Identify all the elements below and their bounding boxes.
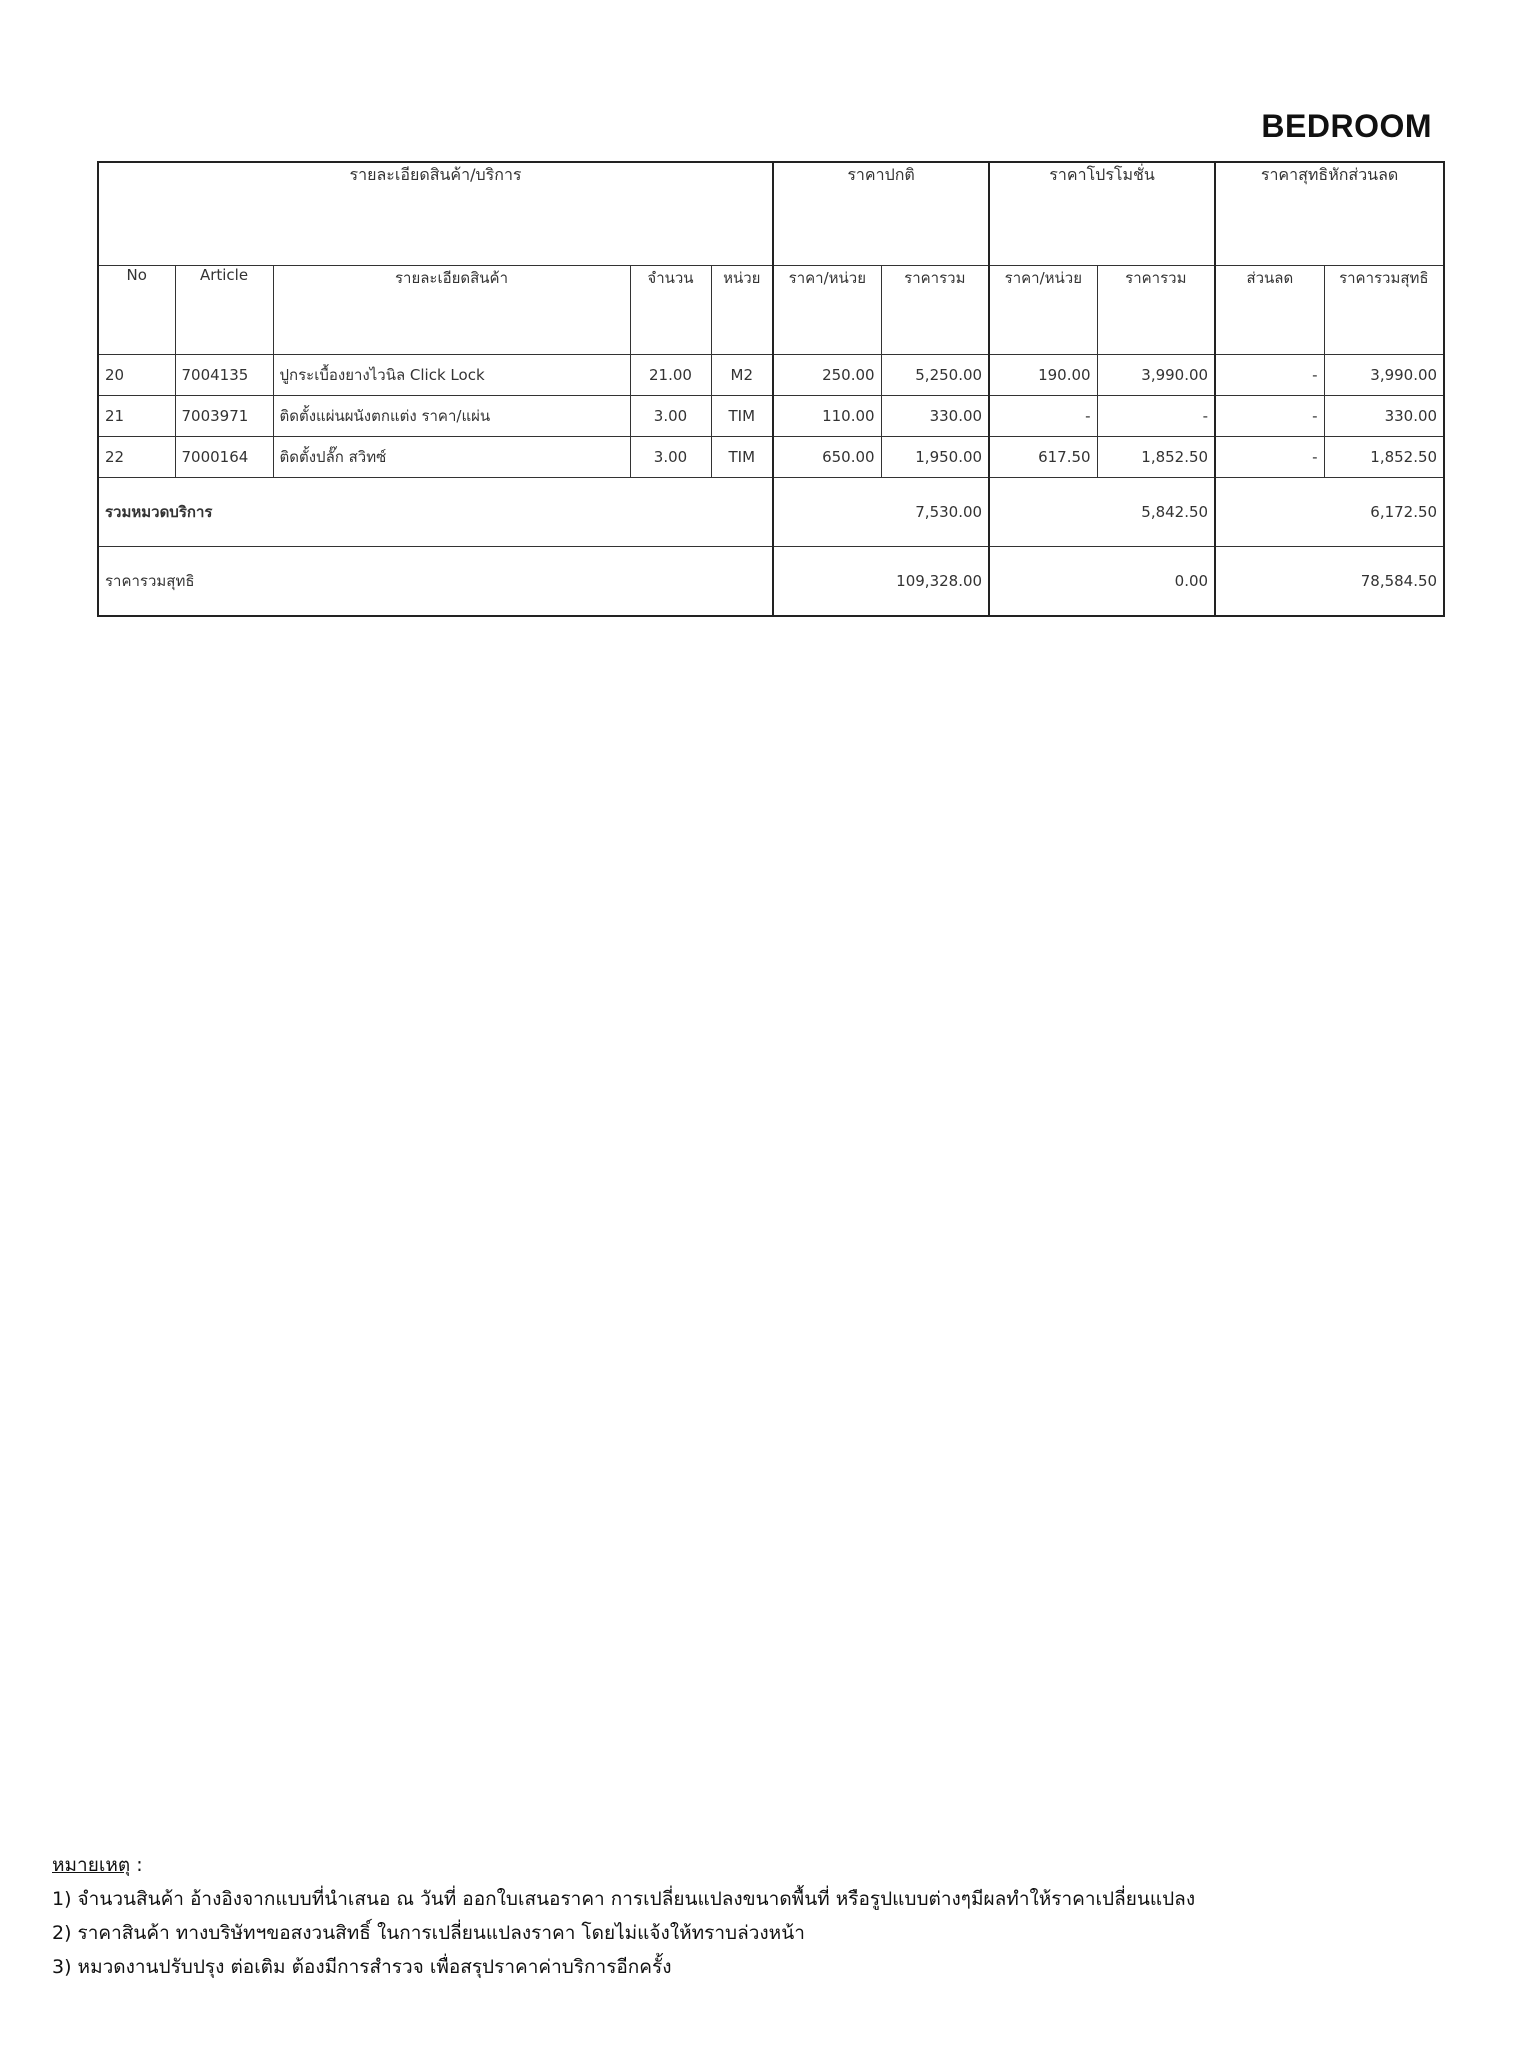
- column-header-desc: รายละเอียดสินค้า: [273, 266, 630, 355]
- group-header-net: ราคาสุทธิหักส่วนลด: [1215, 162, 1444, 266]
- row-net-total: 1,852.50: [1324, 437, 1444, 478]
- quotation-table: [97, 161, 1445, 617]
- group-header-details: รายละเอียดสินค้า/บริการ: [98, 162, 773, 266]
- grand-total-promo: 0.00: [989, 547, 1215, 617]
- column-header-promo-unit-price: ราคา/หน่วย: [989, 266, 1097, 355]
- row-reg-total: 330.00: [881, 396, 989, 437]
- row-no: 20: [98, 355, 175, 396]
- row-discount: -: [1215, 396, 1324, 437]
- row-article: 7000164: [175, 437, 273, 478]
- row-reg-unit-price: 650.00: [773, 437, 881, 478]
- row-promo-unit-price: -: [989, 396, 1097, 437]
- table-row: [98, 355, 1444, 396]
- subtotal-row: [98, 478, 1444, 547]
- row-unit: M2: [711, 355, 773, 396]
- column-header-reg-unit-price: ราคา/หน่วย: [773, 266, 881, 355]
- row-promo-total: 1,852.50: [1097, 437, 1215, 478]
- subtotal-promo: 5,842.50: [989, 478, 1215, 547]
- row-article: 7003971: [175, 396, 273, 437]
- table-row: [98, 437, 1444, 478]
- note-item: 1) จำนวนสินค้า อ้างอิงจากแบบที่นำเสนอ ณ วันที่ ออกใบเสนอราคา การเปลี่ยนแปลงขนาดพื้นที่ หรือรูปแบบต่างๆมีผลทำให้ราคาเปลี่ยนแปลง: [52, 1888, 1196, 1910]
- row-discount: -: [1215, 437, 1324, 478]
- group-header-regular: ราคาปกติ: [773, 162, 989, 266]
- row-discount: -: [1215, 355, 1324, 396]
- column-header-discount: ส่วนลด: [1215, 266, 1324, 355]
- grand-total-regular: 109,328.00: [773, 547, 989, 617]
- column-header-promo-total: ราคารวม: [1097, 266, 1215, 355]
- row-reg-unit-price: 110.00: [773, 396, 881, 437]
- row-promo-total: -: [1097, 396, 1215, 437]
- row-promo-total: 3,990.00: [1097, 355, 1215, 396]
- table-row: [98, 396, 1444, 437]
- notes-title: หมายเหตุ: [52, 1854, 131, 1876]
- notes-section: [52, 1848, 1195, 1984]
- row-net-total: 330.00: [1324, 396, 1444, 437]
- row-promo-unit-price: 617.50: [989, 437, 1097, 478]
- row-no: 21: [98, 396, 175, 437]
- row-net-total: 3,990.00: [1324, 355, 1444, 396]
- column-header-net-total: ราคารวมสุทธิ: [1324, 266, 1444, 355]
- column-header-unit: หน่วย: [711, 266, 773, 355]
- note-item: 3) หมวดงานปรับปรุง ต่อเติม ต้องมีการสำรวจ เพื่อสรุปราคาค่าบริการอีกครั้ง: [52, 1956, 672, 1978]
- column-header-no: No: [98, 266, 175, 355]
- column-header-article: Article: [175, 266, 273, 355]
- subtotal-label: รวมหมวดบริการ: [98, 478, 773, 547]
- row-desc: ปูกระเบื้องยางไวนิล Click Lock: [273, 355, 630, 396]
- column-header-reg-total: ราคารวม: [881, 266, 989, 355]
- row-qty: 3.00: [630, 437, 711, 478]
- notes-heading: [52, 1848, 1195, 1882]
- column-header-qty: จำนวน: [630, 266, 711, 355]
- row-promo-unit-price: 190.00: [989, 355, 1097, 396]
- row-qty: 21.00: [630, 355, 711, 396]
- row-unit: TIM: [711, 437, 773, 478]
- section-title: BEDROOM: [1261, 108, 1432, 144]
- row-article: 7004135: [175, 355, 273, 396]
- grand-total-label: ราคารวมสุทธิ: [98, 547, 773, 617]
- row-desc: ติดตั้งปลั๊ก สวิทซ์: [273, 437, 630, 478]
- group-header-promo: ราคาโปรโมชั่น: [989, 162, 1215, 266]
- row-qty: 3.00: [630, 396, 711, 437]
- notes-colon: :: [130, 1854, 143, 1876]
- grand-total-net: 78,584.50: [1215, 547, 1444, 617]
- row-desc: ติดตั้งแผ่นผนังตกแต่ง ราคา/แผ่น: [273, 396, 630, 437]
- grand-total-row: [98, 547, 1444, 617]
- row-reg-unit-price: 250.00: [773, 355, 881, 396]
- subtotal-net: 6,172.50: [1215, 478, 1444, 547]
- row-reg-total: 1,950.00: [881, 437, 989, 478]
- row-no: 22: [98, 437, 175, 478]
- row-reg-total: 5,250.00: [881, 355, 989, 396]
- note-item: 2) ราคาสินค้า ทางบริษัทฯขอสงวนสิทธิ์ ในการเปลี่ยนแปลงราคา โดยไม่แจ้งให้ทราบล่วงหน้า: [52, 1922, 805, 1944]
- row-unit: TIM: [711, 396, 773, 437]
- subtotal-regular: 7,530.00: [773, 478, 989, 547]
